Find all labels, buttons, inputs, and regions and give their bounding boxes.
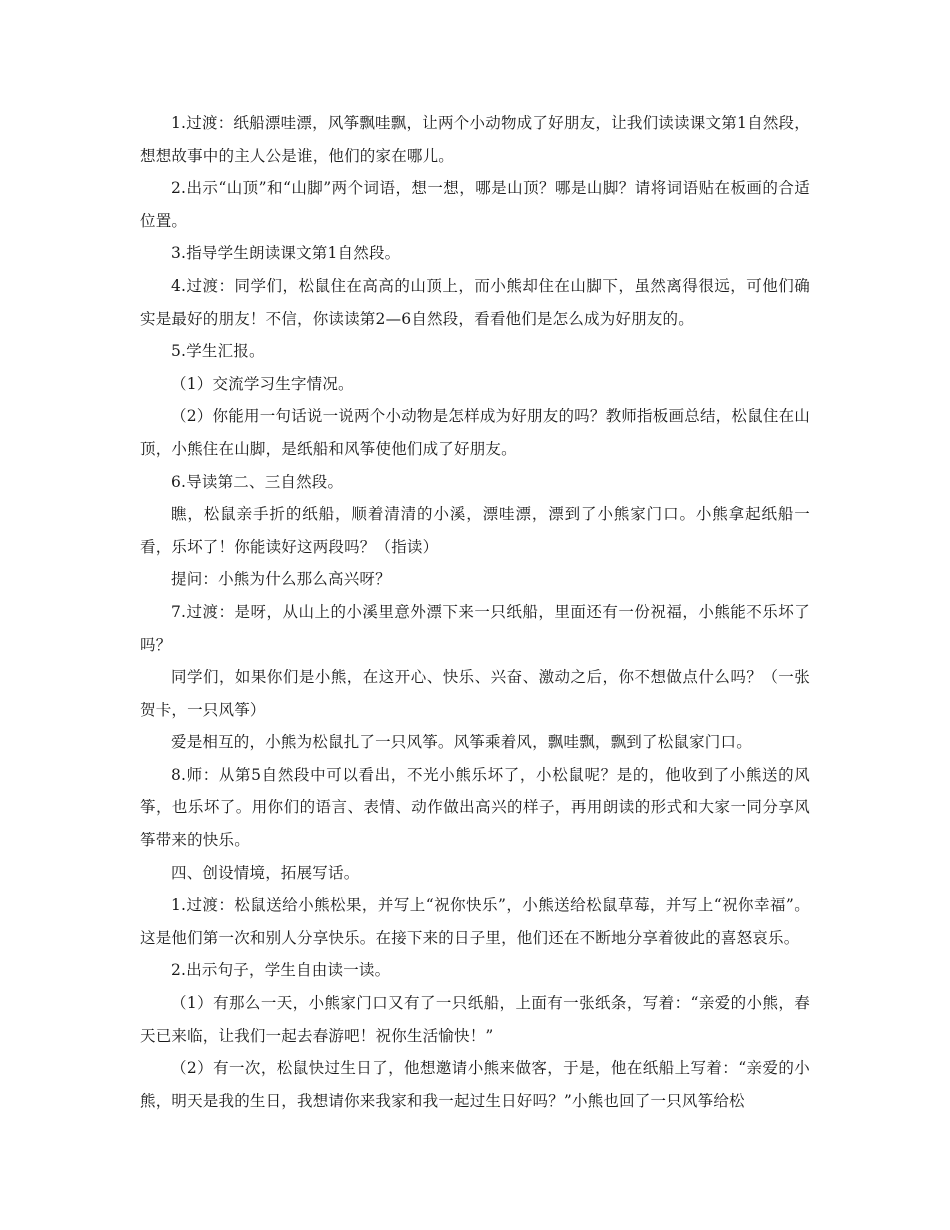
paragraph: 6.导读第二、三自然段。 xyxy=(171,472,344,491)
paragraph: 5.学生汇报。 xyxy=(171,342,265,361)
paragraph: （2）你能用一句话说一说两个小动物是怎样成为好朋友的吗？教师指板画总结，松鼠住在山顶，小熊住在山脚，是纸船和风筝使他们成了好朋友。 xyxy=(140,407,810,458)
paragraph: 4.过渡：同学们，松鼠住在高高的山顶上，而小熊却住在山脚下，虽然离得很远，可他们确实是最好的朋友！不信，你读读第2—6自然段，看看他们是怎么成为好朋友的。 xyxy=(140,276,810,328)
paragraph: 3.指导学生朗读课文第1自然段。 xyxy=(171,244,401,263)
section-heading: 四、创设情境，拓展写话。 xyxy=(171,863,360,882)
paragraph: 2.出示“山顶”和“山脚”两个词语，想一想，哪是山顶？哪是山脚？请将词语贴在板画的合适位置。 xyxy=(140,179,810,230)
paragraph: 1.过渡：纸船漂哇漂，风筝飘哇飘，让两个小动物成了好朋友，让我们读读课文第1自然段，想想故事中的主人公是谁，他们的家在哪儿。 xyxy=(140,114,810,165)
paragraph: 提问：小熊为什么那么高兴呀？ xyxy=(171,570,391,589)
paragraph: （1）交流学习生字情况。 xyxy=(171,374,354,393)
paragraph: 爱是相互的，小熊为松鼠扎了一只风筝。风筝乘着风，飘哇飘，飘到了松鼠家门口。 xyxy=(171,733,752,752)
paragraph: 1.过渡：松鼠送给小熊松果，并写上“祝你快乐”，小熊送给松鼠草莓，并写上“祝你幸福”。这是他们第一次和别人分享快乐。在接下来的日子里，他们还在不断地分享着彼此的喜怒哀乐。 xyxy=(140,896,810,947)
paragraph: 2.出示句子，学生自由读一读。 xyxy=(171,961,391,980)
paragraph: （1）有那么一天，小熊家门口又有了一只纸船，上面有一张纸条，写着：“亲爱的小熊，春天已来临，让我们一起去春游吧！祝你生活愉快！” xyxy=(140,994,810,1045)
paragraph: 瞧，松鼠亲手折的纸船，顺着清清的小溪，漂哇漂，漂到了小熊家门口。小熊拿起纸船一看，乐坏了！你能读好这两段吗？（指读） xyxy=(140,505,810,556)
paragraph: 同学们，如果你们是小熊，在这开心、快乐、兴奋、激动之后，你不想做点什么吗？（一张贺卡，一只风筝） xyxy=(140,668,810,719)
paragraph: （2）有一次，松鼠快过生日了，他想邀请小熊来做客，于是，他在纸船上写着：“亲爱的小熊，明天是我的生日，我想请你来我家和我一起过生日好吗？”小熊也回了一只风筝给松 xyxy=(140,1059,810,1110)
paragraph: 8.师：从第5自然段中可以看出，不光小熊乐坏了，小松鼠呢？是的，他收到了小熊送的风筝，也乐坏了。用你们的语言、表情、动作做出高兴的样子，再用朗读的形式和大家一同分享风筝带来的快乐。 xyxy=(140,765,810,850)
paragraph: 7.过渡：是呀，从山上的小溪里意外漂下来一只纸船，里面还有一份祝福，小熊能不乐坏了吗？ xyxy=(140,602,810,654)
